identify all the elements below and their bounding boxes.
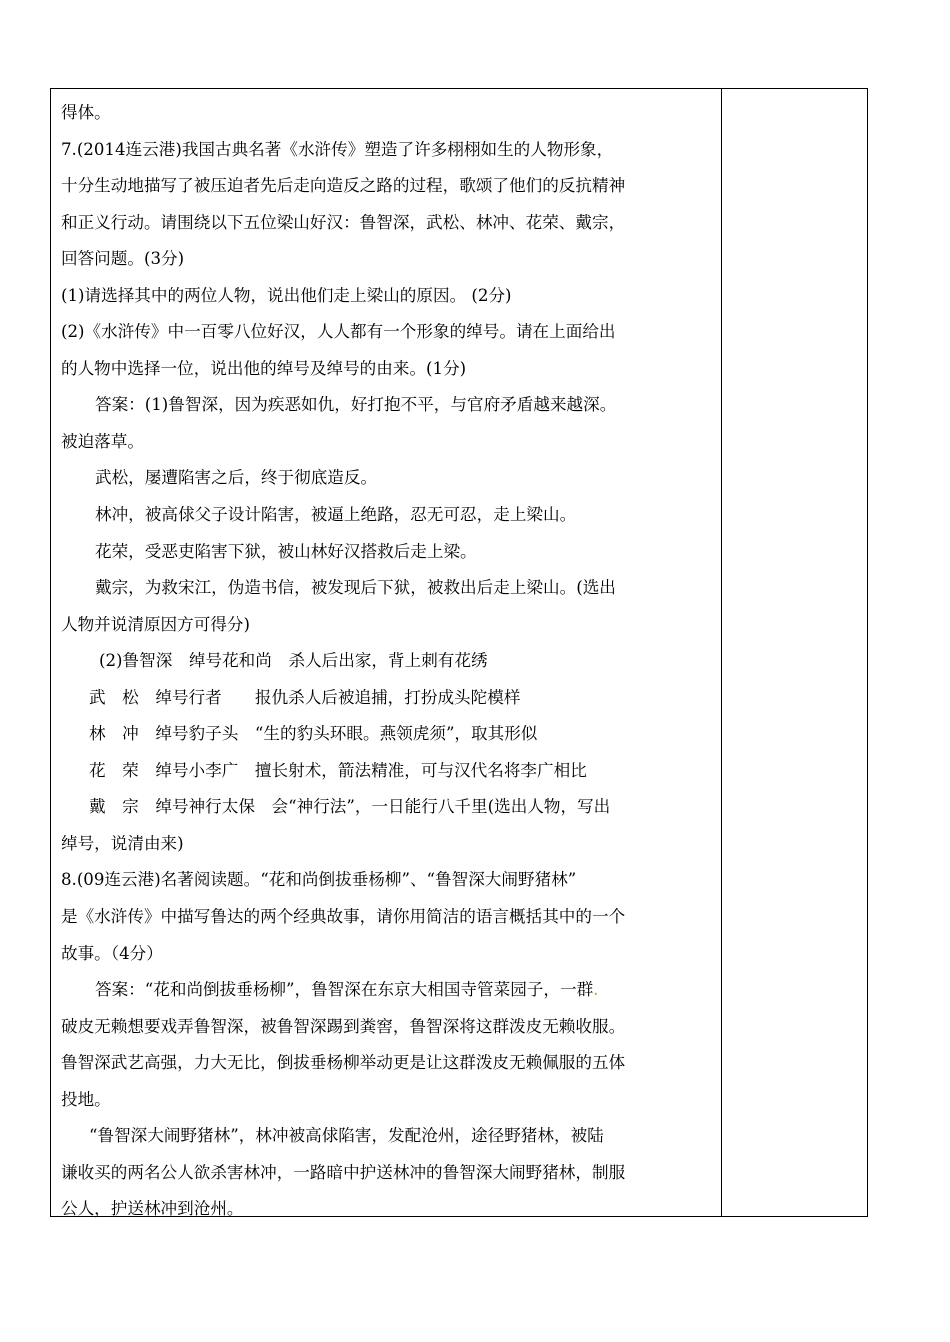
text-line: 破皮无赖想要戏弄鲁智深，被鲁智深踢到粪窖，鲁智深将这群泼皮无赖收服。 [61,1016,626,1036]
text-line: 谦收买的两名公人欲杀害林冲，一路暗中护送林冲的鲁智深大闹野猪林，制服 [61,1162,626,1182]
text-line: 绰号，说清由来) [61,833,184,853]
text-line: 被迫落草。 [61,431,144,451]
nickname-huarong: 花 荣 绰号小李广 擅长射术，箭法精准，可与汉代名将李广相比 [89,760,587,780]
empty-side-cell [722,89,867,1216]
nickname-daizong: 戴 宗 绰号神行太保 会“神行法”，一日能行八千里(选出人物，写出 [89,797,611,817]
answer-line [61,972,713,1009]
text-line: 得体。 [61,103,111,122]
answer-line: 答案：(1)鲁智深，因为疾恶如仇，好打抱不平，与官府矛盾越来越深。 [95,395,617,415]
answer-linchong: 林冲，被高俅父子设计陷害，被逼上绝路，忍无可忍，走上梁山。 [95,505,577,525]
nickname-wusong: 武 松 绰号行者 报仇杀人后被追捕，打扮成头陀模样 [89,687,521,707]
answer-text: 答案：“花和尚倒拔垂杨柳”，鲁智深在东京大相国寺管菜园子，一群 [95,980,594,1000]
answer-wusong: 武松，屡遭陷害之后，终于彻底造反。 [95,468,378,488]
question-7-line: 7.(2014连云港)我国古典名著《水浒传》塑造了许多栩栩如生的人物形象， [61,139,614,159]
text-line: 的人物中选择一位，说出他的绰号及绰号的由来。(1分) [61,358,467,378]
answer-huarong: 花荣，受恶吏陷害下狱，被山林好汉搭救后走上梁。 [95,541,477,561]
text-line: 鲁智深武艺高强，力大无比，倒拔垂杨柳举动更是让这群泼皮无赖佩服的五体 [61,1053,626,1073]
nickname-luzhishen: (2)鲁智深 绰号花和尚 杀人后出家，背上刺有花绣 [99,651,488,671]
content-cell [51,89,722,1219]
story-2-line: “鲁智深大闹野猪林”，林冲被高俅陷害，发配沧州，途径野猪林，被陆 [89,1126,604,1146]
subquestion-1: (1)请选择其中的两位人物，说出他们走上梁山的原因。 (2分) [61,285,512,305]
text-line: 人物并说清原因方可得分) [61,614,251,634]
text-line: 投地。 [61,1089,111,1109]
accent-mark: . [593,980,599,1000]
text-line: 回答问题。(3分) [61,249,185,269]
text-line: 是《水浒传》中描写鲁达的两个经典故事，请你用简洁的语言概括其中的一个 [61,907,626,927]
nickname-linchong: 林 冲 绰号豹子头 “生的豹头环眼。燕领虎须”，取其形似 [89,724,538,744]
text-line: 故事。（4分） [61,943,163,963]
document-table [50,88,868,1217]
text-line: 十分生动地描写了被压迫者先后走向造反之路的过程，歌颂了他们的反抗精神 [61,176,626,196]
subquestion-2: (2)《水浒传》中一百零八位好汉，人人都有一个形象的绰号。请在上面给出 [61,322,616,342]
question-8-line: 8.(09连云港)名著阅读题。“花和尚倒拔垂杨柳”、“鲁智深大闹野猪林” [61,870,577,890]
answer-daizong: 戴宗，为救宋江，伪造书信，被发现后下狱，被救出后走上梁山。(选出 [95,578,616,598]
text-line: 和正义行动。请围绕以下五位梁山好汉：鲁智深，武松、林冲、花荣、戴宗， [61,212,626,232]
text-line: 公人，护送林冲到沧州。 [61,1199,244,1219]
